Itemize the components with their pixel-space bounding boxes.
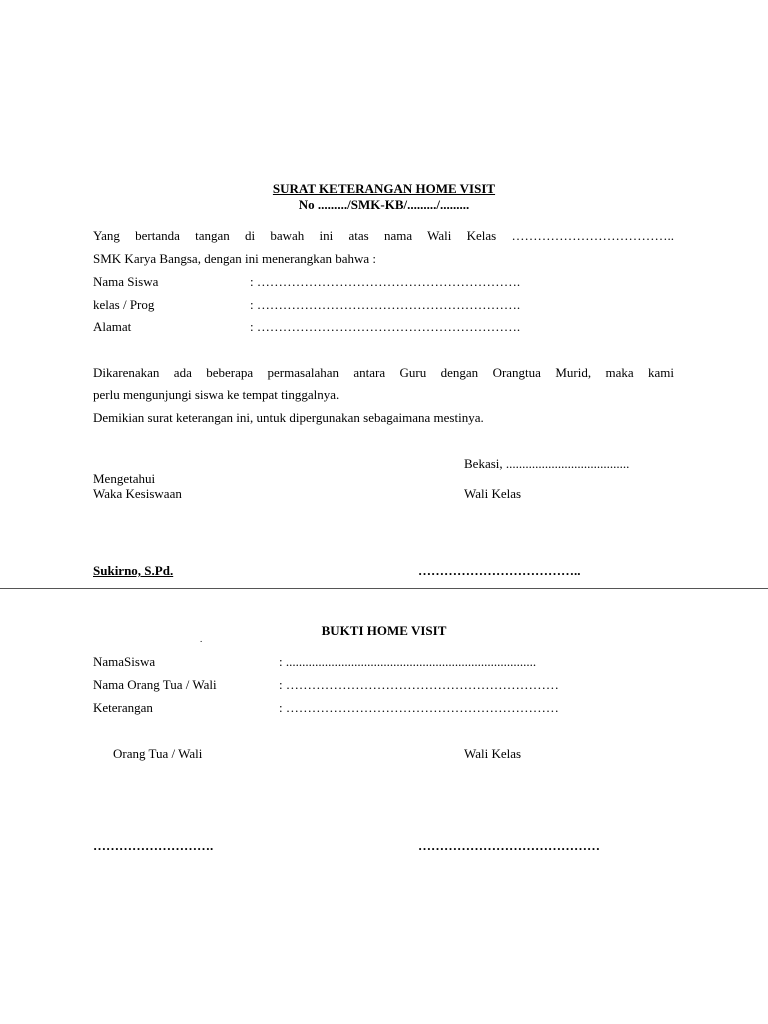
closing-statement: Demikian surat keterangan ini, untuk dipergunakan sebagaimana mestinya. [93, 410, 484, 425]
field-label-alamat: Alamat [93, 319, 132, 334]
intro-line-1: Yang bertanda tangan di bawah ini atas nama Wali Kelas ……………………………….. [93, 228, 674, 243]
left-signature-name: Sukirno, S.Pd. [93, 563, 174, 578]
stray-dot: . [200, 634, 203, 644]
intro-line-2: SMK Karya Bangsa, dengan ini menerangkan bahwa : [93, 251, 377, 266]
field-value-alamat: : ……………………………………………………. [250, 319, 521, 334]
proof-wali-kelas-label: Wali Kelas [464, 746, 522, 761]
right-signature-line: ……………………………….. [418, 563, 581, 578]
paragraph-line-2: perlu mengunjungi siswa ke tempat tinggalnya. [93, 387, 340, 402]
paragraph-line-1: Dikarenakan ada beberapa permasalahan antara Guru dengan Orangtua Murid, maka kami [93, 365, 674, 380]
waka-kesiswaan-label: Waka Kesiswaan [93, 486, 182, 501]
proof-right-signature-line: …………………………………… [418, 838, 600, 853]
field-label-kelas: kelas / Prog [93, 297, 155, 312]
place-date: Bekasi, ...................................... [464, 456, 630, 471]
proof-title: BUKTI HOME VISIT [321, 623, 447, 638]
orang-tua-label: Orang Tua / Wali [113, 746, 203, 761]
mengetahui-label: Mengetahui [93, 471, 156, 486]
letter-title: SURAT KETERANGAN HOME VISIT [272, 181, 496, 196]
letter-number: No ........./SMK-KB/........./......... [298, 197, 470, 212]
field-value-kelas: : ……………………………………………………. [250, 297, 521, 312]
proof-value-keterangan: : ……………………………………………………… [279, 700, 559, 715]
proof-label-nama-siswa: NamaSiswa [93, 654, 156, 669]
proof-label-keterangan: Keterangan [93, 700, 153, 715]
proof-left-signature-line: ………………………. [93, 838, 214, 853]
proof-label-orang-tua: Nama Orang Tua / Wali [93, 677, 217, 692]
field-value-nama-siswa: : ……………………………………………………. [250, 274, 521, 289]
proof-value-nama-siswa: : ............................................................................. [279, 654, 537, 669]
field-label-nama-siswa: Nama Siswa [93, 274, 159, 289]
section-divider [0, 588, 768, 589]
wali-kelas-label: Wali Kelas [464, 486, 522, 501]
proof-value-orang-tua: : ……………………………………………………… [279, 677, 559, 692]
